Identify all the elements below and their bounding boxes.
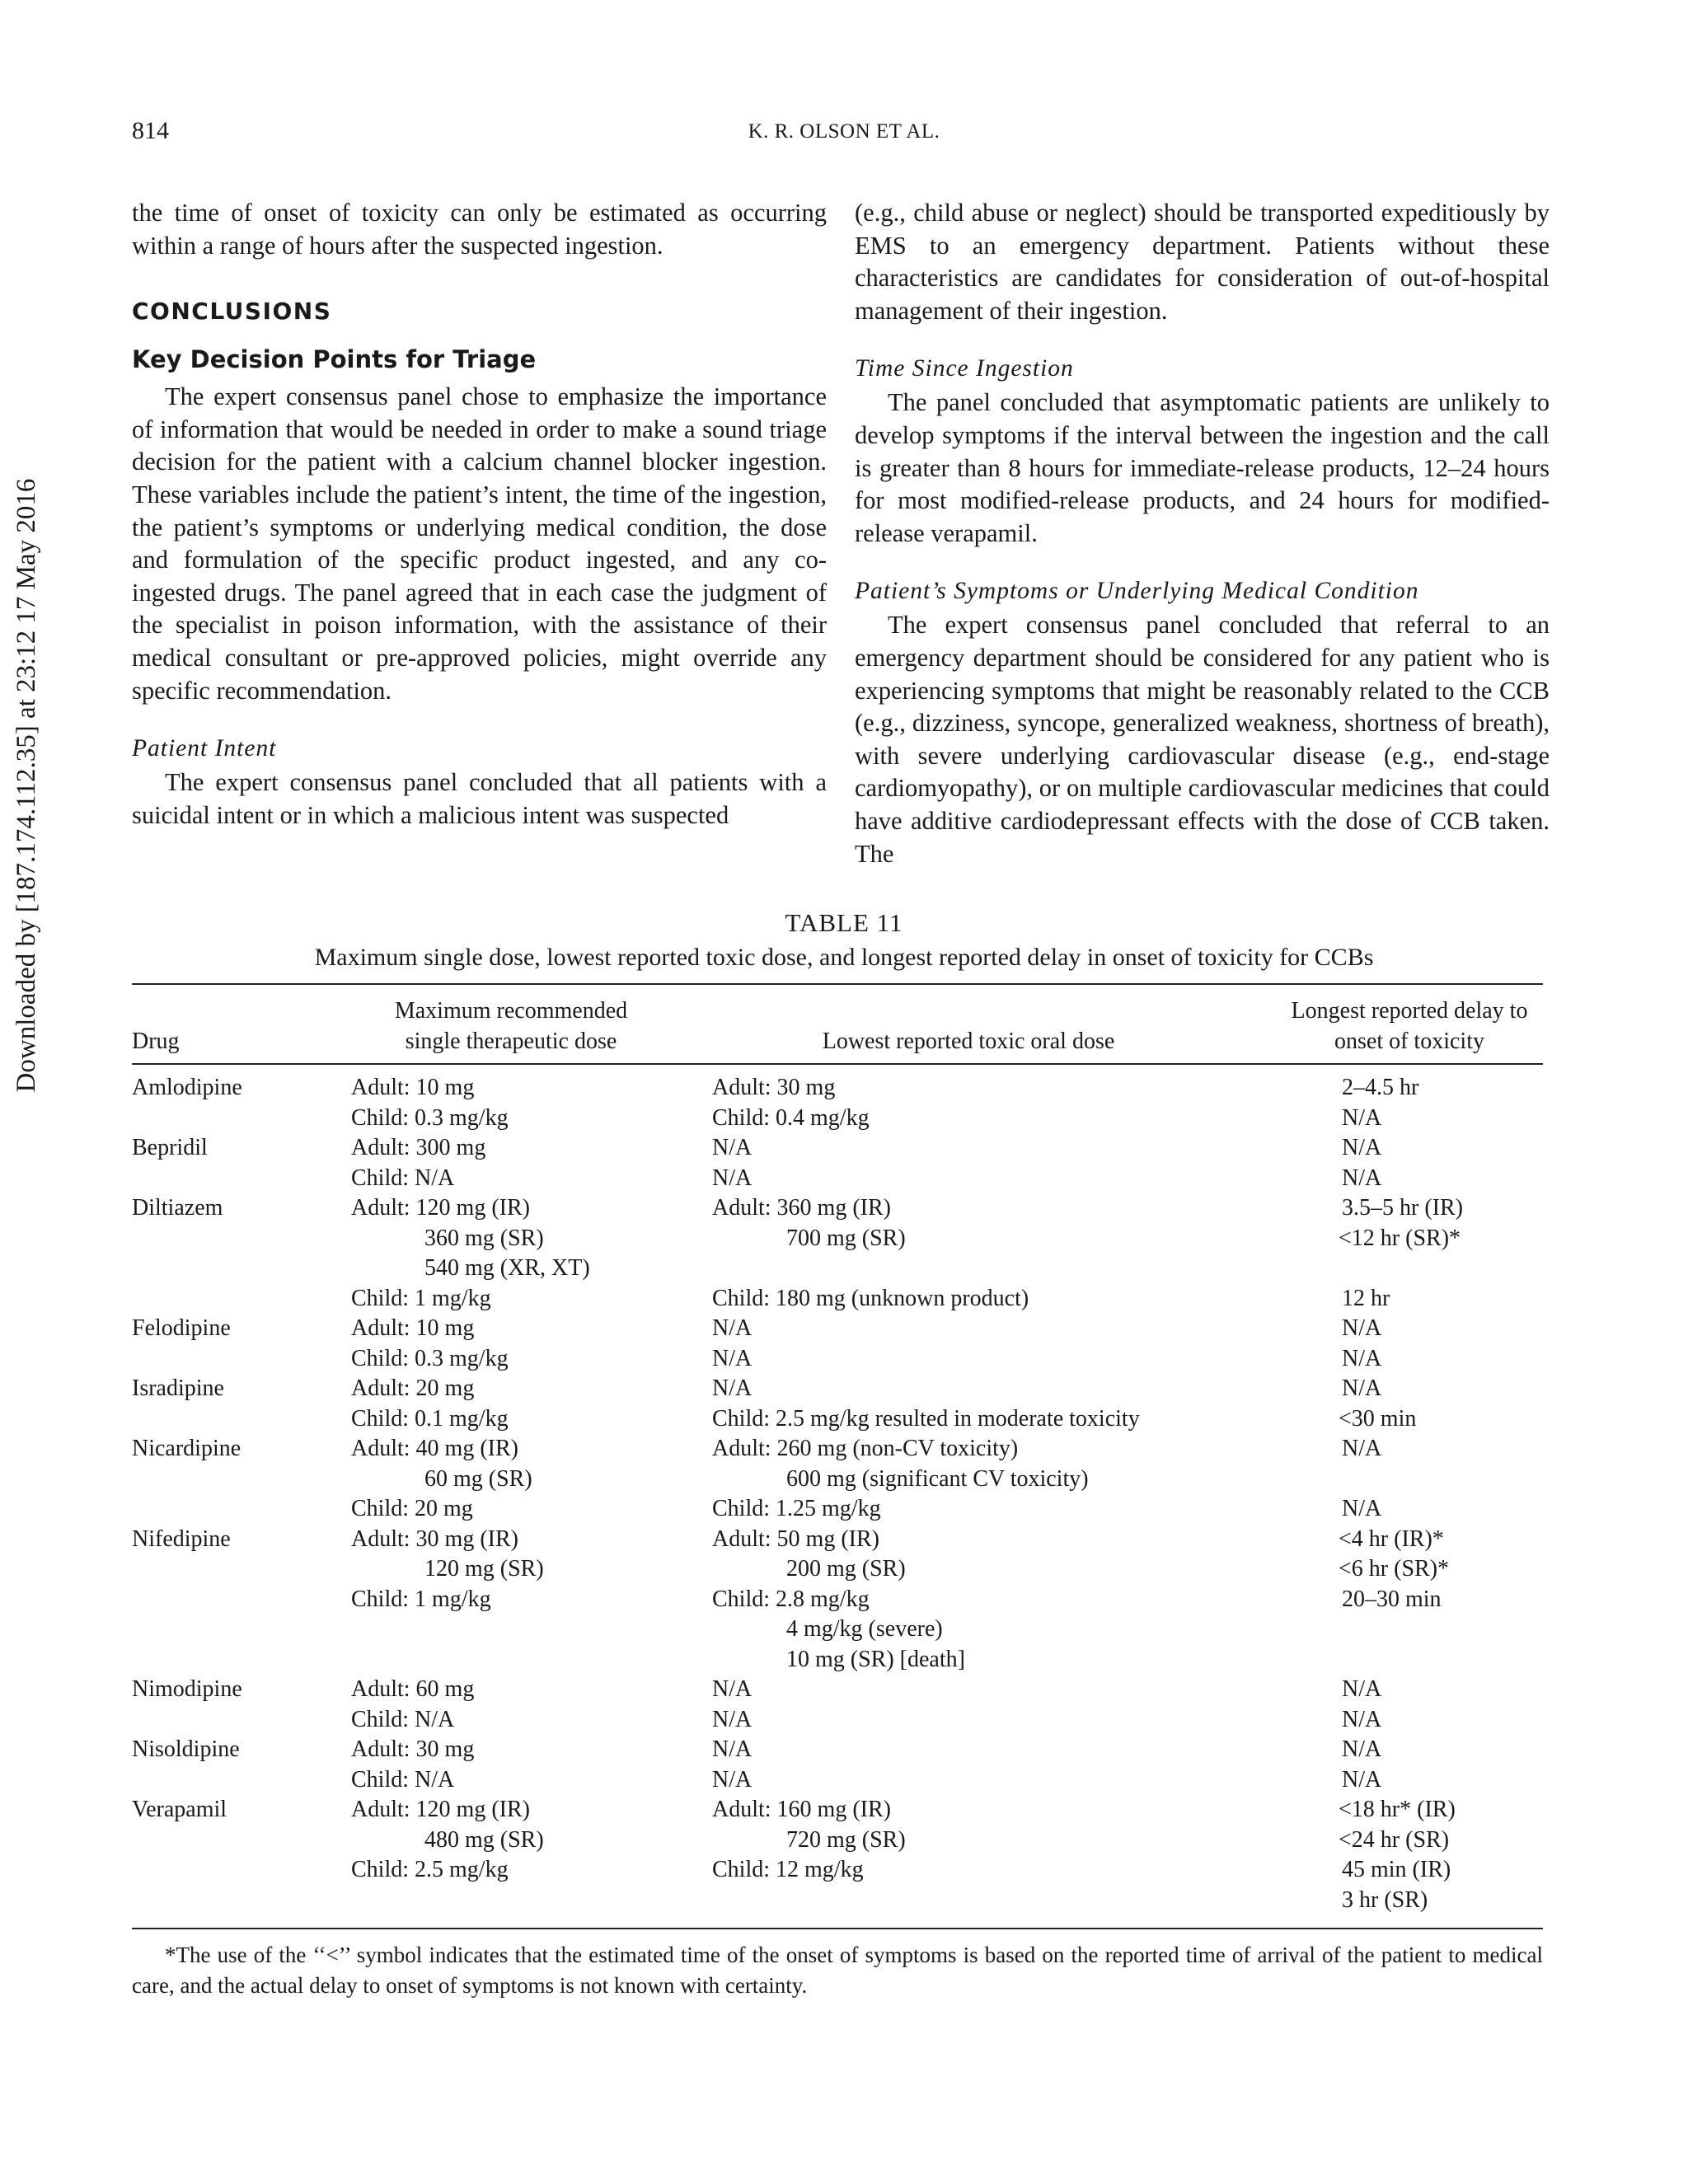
delay-cell: <24 hr (SR) <box>1339 1826 1450 1853</box>
table-row <box>132 1073 1543 1104</box>
header-max-dose-line2: single therapeutic dose <box>405 1029 617 1054</box>
table-row <box>132 1615 1543 1645</box>
max-dose-cell: Adult: 120 mg (IR) <box>351 1797 530 1822</box>
max-dose-cell: 60 mg (SR) <box>424 1465 532 1492</box>
right-column <box>855 197 1550 870</box>
max-dose-cell: 360 mg (SR) <box>424 1225 544 1251</box>
delay-cell: <30 min <box>1339 1405 1417 1432</box>
max-dose-cell: Adult: 120 mg (IR) <box>351 1195 530 1221</box>
table-row <box>132 1525 1543 1555</box>
key-decision-points-heading: Key Decision Points for Triage <box>132 345 537 374</box>
drug-cell: Verapamil <box>132 1797 227 1822</box>
delay-cell: N/A <box>1342 1706 1382 1732</box>
max-dose-cell: Child: N/A <box>351 1766 455 1793</box>
max-dose-cell: 120 mg (SR) <box>424 1556 544 1582</box>
max-dose-cell: Adult: 20 mg <box>351 1376 475 1401</box>
lowest-toxic-dose-cell: Child: 180 mg (unknown product) <box>712 1285 1029 1311</box>
table-row <box>132 1554 1543 1585</box>
download-watermark: Downloaded by [187.174.112.35] at 23:12 17 May 2016 <box>12 478 41 1093</box>
max-dose-cell: Child: 2.5 mg/kg <box>351 1857 509 1882</box>
lowest-toxic-dose-cell: Child: 2.5 mg/kg resulted in moderate toxicity <box>712 1405 1140 1432</box>
symptoms-paragraph: The expert consensus panel concluded that referral to an emergency department should be considered for any patient who is experiencing symptoms that might be reasonably related to the CCB (e.g., dizziness, syncope, generalized weakness, shortness of breath), with severe underlying cardiovascular disease (e.g., end-stage cardiomyopathy), or on multiple cardiovascular medicines that could have additive cardiodepressant effects with the dose of CCB taken. The <box>855 611 1550 868</box>
table-label: TABLE 11 <box>785 908 903 937</box>
max-dose-cell: 480 mg (SR) <box>424 1826 544 1853</box>
table-row <box>132 1585 1543 1615</box>
max-dose-cell: Adult: 300 mg <box>351 1135 486 1160</box>
lowest-toxic-dose-cell: N/A <box>712 1376 753 1401</box>
max-dose-cell: Child: 1 mg/kg <box>351 1285 491 1311</box>
table-row <box>132 1645 1543 1675</box>
drug-cell: Nifedipine <box>132 1526 231 1552</box>
table-row <box>132 1224 1543 1254</box>
lowest-toxic-dose-cell: 720 mg (SR) <box>786 1826 906 1853</box>
lowest-toxic-dose-cell: Child: 2.8 mg/kg <box>712 1586 870 1612</box>
time-since-ingestion-paragraph: The panel concluded that asymptomatic patients are unlikely to develop symptoms if the interval between the ingestion and the call is greater than 8 hours for immediate-release products, 12–24 hours for most modified-release products, and 24 hours for modified-release verapamil. <box>855 388 1550 547</box>
max-dose-cell: 540 mg (XR, XT) <box>424 1255 590 1281</box>
drug-cell: Nimodipine <box>132 1676 242 1702</box>
lowest-toxic-dose-cell: 200 mg (SR) <box>786 1556 906 1582</box>
lowest-toxic-dose-cell: 600 mg (significant CV toxicity) <box>786 1465 1089 1492</box>
table-row <box>132 1705 1543 1736</box>
delay-cell: <4 hr (IR)* <box>1339 1526 1444 1552</box>
table-row <box>132 1434 1543 1465</box>
lowest-toxic-dose-cell: N/A <box>712 1315 753 1341</box>
time-since-ingestion-heading: Time Since Ingestion <box>855 355 1074 382</box>
table-row <box>132 1765 1543 1796</box>
symptoms-heading: Patient’s Symptoms or Underlying Medical Condition <box>855 578 1419 605</box>
drug-cell: Bepridil <box>132 1135 208 1160</box>
header-lowest-toxic-dose: Lowest reported toxic oral dose <box>822 1029 1115 1054</box>
patient-intent-paragraph: The expert consensus panel concluded that all patients with a suicidal intent or in which a malicious intent was suspected <box>132 768 827 829</box>
header-longest-delay-line2: onset of toxicity <box>1334 1029 1484 1054</box>
lowest-toxic-dose-cell: 700 mg (SR) <box>786 1225 906 1251</box>
table-row <box>132 1193 1543 1224</box>
table-row <box>132 1404 1543 1435</box>
table-row <box>132 1886 1543 1916</box>
drug-cell: Felodipine <box>132 1315 231 1341</box>
delay-cell: <6 hr (SR)* <box>1339 1556 1450 1582</box>
drug-cell: Diltiazem <box>132 1195 223 1221</box>
delay-cell: <18 hr* (IR) <box>1339 1797 1456 1822</box>
drug-cell: Nicardipine <box>132 1436 241 1461</box>
table-row <box>132 1795 1543 1825</box>
header-max-dose-line1: Maximum recommended <box>394 998 628 1024</box>
max-dose-cell: Adult: 60 mg <box>351 1676 475 1702</box>
lowest-toxic-dose-cell: Adult: 360 mg (IR) <box>712 1195 891 1221</box>
delay-cell: N/A <box>1342 1345 1382 1371</box>
lowest-toxic-dose-cell: N/A <box>712 1736 753 1762</box>
delay-cell: 2–4.5 hr <box>1342 1075 1419 1100</box>
table-caption: Maximum single dose, lowest reported toxic dose, and longest reported delay in onset of toxicity for CCBs <box>314 944 1374 971</box>
table-top-rule <box>132 983 1543 985</box>
delay-cell: N/A <box>1342 1766 1382 1793</box>
lowest-toxic-dose-cell: Child: 1.25 mg/kg <box>712 1496 881 1521</box>
header-longest-delay <box>1269 996 1550 1057</box>
delay-cell: 45 min (IR) <box>1342 1857 1451 1882</box>
table-body <box>132 1073 1543 1915</box>
max-dose-cell: Child: 0.3 mg/kg <box>351 1345 509 1371</box>
delay-cell: N/A <box>1342 1496 1382 1521</box>
lowest-toxic-dose-cell: Adult: 260 mg (non-CV toxicity) <box>712 1436 1019 1461</box>
key-decision-points-paragraph: The expert consensus panel chose to emphasize the importance of information that would be needed in order to make a sound triage decision for the patient with a calcium channel blocker ingestion. These variables include the patient’s intent, the time of the ingestion, the patient’s symptoms or underlying medical condition, the dose and formulation of the specific product ingested, and any co-ingested drugs. The panel agreed that in each case the judgment of the specialist in poison information, with the assistance of their medical consultant or pre-approved policies, might override any specific recommendation. <box>132 382 827 705</box>
lowest-toxic-dose-cell: N/A <box>712 1676 753 1702</box>
lowest-toxic-dose-cell: Child: 0.4 mg/kg <box>712 1104 870 1131</box>
delay-cell: 12 hr <box>1342 1285 1390 1311</box>
delay-cell: <12 hr (SR)* <box>1339 1225 1461 1251</box>
max-dose-cell: Adult: 30 mg (IR) <box>351 1526 518 1552</box>
table-row <box>132 1374 1543 1404</box>
patient-intent-heading: Patient Intent <box>132 735 277 762</box>
table-row <box>132 1855 1543 1886</box>
running-head: K. R. OLSON ET AL. <box>748 120 940 143</box>
table-bottom-rule <box>132 1928 1543 1929</box>
table-row <box>132 1254 1543 1284</box>
max-dose-cell: Child: 0.3 mg/kg <box>351 1104 509 1131</box>
delay-cell: N/A <box>1342 1676 1382 1702</box>
table-row <box>132 1735 1543 1765</box>
drug-cell: Nisoldipine <box>132 1736 240 1762</box>
left-column <box>132 197 827 832</box>
max-dose-cell: Child: N/A <box>351 1706 455 1732</box>
delay-cell: 3.5–5 hr (IR) <box>1342 1195 1463 1221</box>
lowest-toxic-dose-cell: Adult: 30 mg <box>712 1075 836 1100</box>
table-row <box>132 1314 1543 1344</box>
table-header-rule <box>132 1063 1543 1065</box>
lowest-toxic-dose-cell: Child: 12 mg/kg <box>712 1857 864 1882</box>
table-row <box>132 1675 1543 1705</box>
continued-paragraph: (e.g., child abuse or neglect) should be transported expeditiously by EMS to an emergency department. Patients without these characteristics are candidates for consideration of out-of-hospital management of their ingestion. <box>855 199 1550 325</box>
drug-cell: Isradipine <box>132 1376 224 1401</box>
lowest-toxic-dose-cell: N/A <box>712 1345 753 1371</box>
delay-cell: N/A <box>1342 1376 1382 1401</box>
page-number: 814 <box>132 117 169 144</box>
lowest-toxic-dose-cell: N/A <box>712 1165 753 1191</box>
table-row <box>132 1344 1543 1375</box>
delay-cell: N/A <box>1342 1736 1382 1762</box>
lowest-toxic-dose-cell: N/A <box>712 1706 753 1732</box>
max-dose-cell: Child: 0.1 mg/kg <box>351 1405 509 1432</box>
conclusions-heading: CONCLUSIONS <box>132 298 332 326</box>
max-dose-cell: Adult: 30 mg <box>351 1736 475 1762</box>
table-row <box>132 1104 1543 1134</box>
intro-paragraph: the time of onset of toxicity can only be estimated as occurring within a range of hours after the suspected ingestion. <box>132 199 827 260</box>
table-row <box>132 1284 1543 1315</box>
table-row <box>132 1494 1543 1525</box>
delay-cell: N/A <box>1342 1315 1382 1341</box>
max-dose-cell: Child: 20 mg <box>351 1496 473 1521</box>
table-row <box>132 1133 1543 1164</box>
header-drug: Drug <box>132 1029 180 1054</box>
max-dose-cell: Child: N/A <box>351 1165 455 1191</box>
header-max-dose <box>346 996 676 1057</box>
table-footnote: *The use of the ‘‘<’’ symbol indicates that the estimated time of the onset of symptoms is based on the reported time of arrival of the patient to medical care, and the actual delay to onset of symptoms is not known with certainty. <box>132 1943 1543 1998</box>
delay-cell: 3 hr (SR) <box>1342 1886 1428 1913</box>
delay-cell: N/A <box>1342 1436 1382 1461</box>
lowest-toxic-dose-cell: 10 mg (SR) [death] <box>786 1646 965 1672</box>
table-row <box>132 1825 1543 1856</box>
max-dose-cell: Adult: 10 mg <box>351 1075 475 1100</box>
lowest-toxic-dose-cell: Adult: 50 mg (IR) <box>712 1526 879 1552</box>
lowest-toxic-dose-cell: N/A <box>712 1135 753 1160</box>
header-longest-delay-line1: Longest reported delay to <box>1291 998 1528 1024</box>
delay-cell: N/A <box>1342 1104 1382 1131</box>
lowest-toxic-dose-cell: N/A <box>712 1766 753 1793</box>
max-dose-cell: Adult: 10 mg <box>351 1315 475 1341</box>
table-row <box>132 1465 1543 1495</box>
delay-cell: N/A <box>1342 1135 1382 1160</box>
drug-cell: Amlodipine <box>132 1075 242 1100</box>
max-dose-cell: Adult: 40 mg (IR) <box>351 1436 518 1461</box>
lowest-toxic-dose-cell: Adult: 160 mg (IR) <box>712 1797 891 1822</box>
delay-cell: N/A <box>1342 1165 1382 1191</box>
table-row <box>132 1164 1543 1194</box>
lowest-toxic-dose-cell: 4 mg/kg (severe) <box>786 1616 943 1642</box>
delay-cell: 20–30 min <box>1342 1586 1442 1612</box>
max-dose-cell: Child: 1 mg/kg <box>351 1586 491 1612</box>
